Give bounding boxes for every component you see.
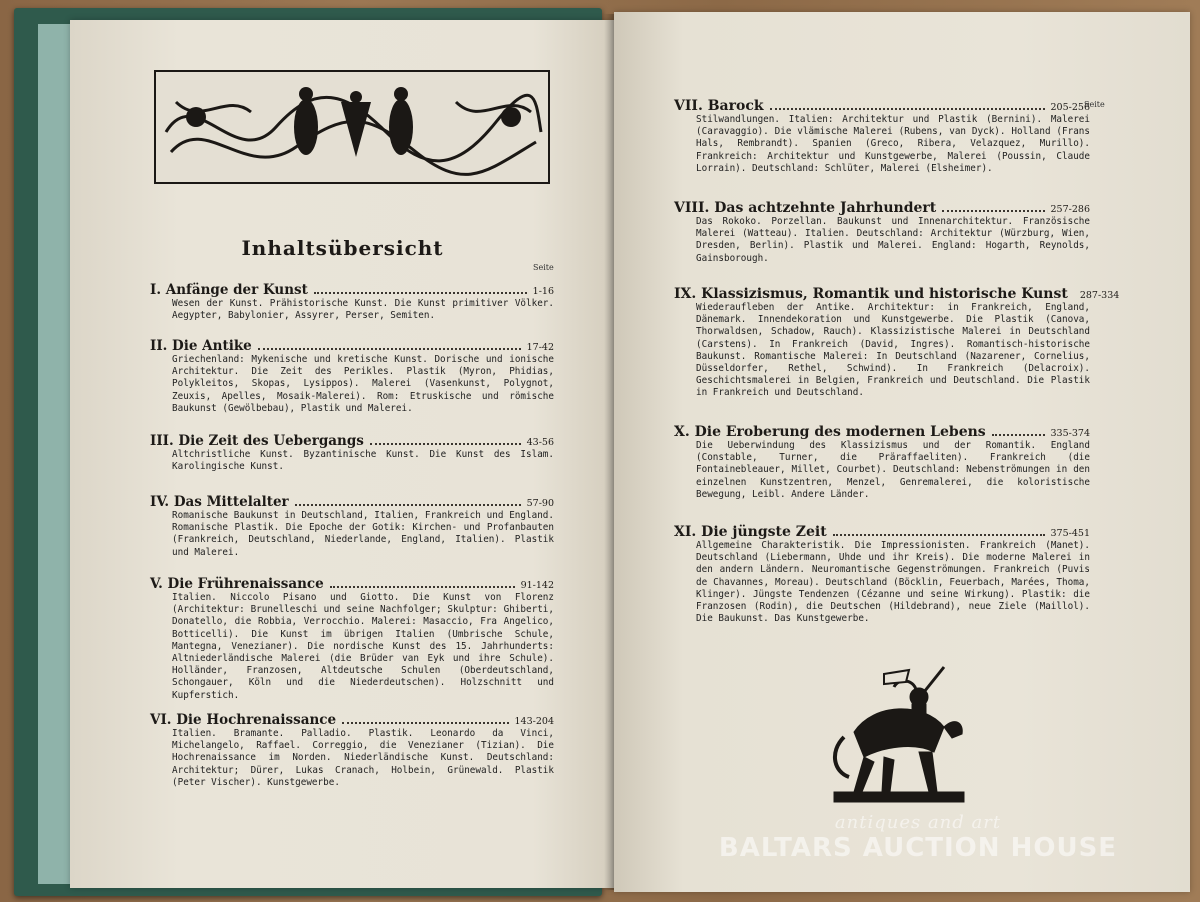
watermark-brand: BALTARS AUCTION HOUSE	[718, 833, 1118, 863]
page-range: 375-451	[1050, 528, 1090, 539]
page-range: 17-42	[526, 342, 554, 353]
page-range: 57-90	[526, 498, 554, 509]
entry-title: Barock	[707, 98, 764, 114]
entry-description: Die Ueberwindung des Klassizismus und der Romantik. England (Constable, Turner, die Präraffaeliten). Frankreich (die Fontainebleauer, Millet, Courbet). Deutschland: Nebenströmungen in den einzelnen Kunstzentren, Menzel, Genremalerei, die koloristische Bewegung, Leibl. Andere Länder.	[696, 440, 1090, 500]
griffin-woodcut-vignette	[824, 662, 974, 807]
page-range: 143-204	[514, 716, 554, 727]
entry-description: Romanische Baukunst in Deutschland, Italien, Frankreich und England. Romanische Plastik. Die Epoche der Gotik: Kirchen- und Profanbauten (Frankreich, Deutschland, Niederlande, England, Italien). Plastik und Malerei.	[172, 510, 554, 558]
left-page	[70, 20, 615, 888]
entry-title: Das Mittelalter	[173, 494, 289, 510]
entry-description: Das Rokoko. Porzellan. Baukunst und Innenarchitektur. Französische Malerei (Watteau). Italien. Deutschland: Architektur (Würzburg, Wien, Dresden, Berlin). Plastik und Malerei. England: Hogarth, Reynolds, Gainsborough.	[696, 216, 1090, 264]
entry-title: Das achtzehnte Jahrhundert	[714, 200, 937, 216]
page-range: 91-142	[520, 580, 554, 591]
entry-description: Italien. Niccolo Pisano und Giotto. Die Kunst von Florenz (Architektur: Brunelleschi und seine Nachfolger; Skulptur: Ghiberti, Donatello, die Robbia, Verrocchio. Malerei: Masaccio, Fra Angelico, Botticelli). Die Kunst im übrigen Italien (Umbrische Schule, Mantegna, Venezianer). Die nordische Kunst des 15. Jahrhunderts: Altniederländische Malerei (die Brüder van Eyk und ihre Schule). Holländer, Franzosen, Altdeutsche Schulen (Oberdeutschland, Schongauer, Köln und die Niederdeutschen). Holzschnitt und Kupferstich.	[172, 592, 554, 701]
toc-entry-7: VII. Barock 205-256 Stilwandlungen. Italien: Architektur und Plastik (Bernini). Malerei (Caravaggio). Die vlämische Malerei (Rubens, van Dyck). Holland (Frans Hals, Rembrandt). Spanien (Greco, Ribera, Velazquez, Murillo). Frankreich: Architektur und Kunstgewerbe, Malerei (Poussin, Claude Lorrain). Deutschland: Schlüter, Malerei (Elsheimer).	[674, 98, 1090, 174]
toc-entry-5: V. Die Frührenaissance 91-142 Italien. Niccolo Pisano und Giotto. Die Kunst von Florenz (Architektur: Brunelleschi und seine Nachfolger; Skulptur: Ghiberti, Donatello, die Robbia, Verrocchio. Malerei: Masaccio, Fra Angelico, Botticelli). Die Kunst im übrigen Italien (Umbrische Schule, Mantegna, Venezianer). Die nordische Kunst des 15. Jahrhunderts: Altniederländische Malerei (die Brüder van Eyk und ihre Schule). Holländer, Franzosen, Altdeutsche Schulen (Oberdeutschland, Schongauer, Köln und die Niederdeutschen). Holzschnitt und Kupferstich.	[150, 576, 554, 701]
entry-title: Die jüngste Zeit	[701, 524, 827, 540]
entry-title: Die Hochrenaissance	[176, 712, 337, 728]
toc-entry-8: VIII. Das achtzehnte Jahrhundert 257-286 Das Rokoko. Porzellan. Baukunst und Innenarchitektur. Französische Malerei (Watteau). Italien. Deutschland: Architektur (Würzburg, Wien, Dresden, Berlin). Plastik und Malerei. England: Hogarth, Reynolds, Gainsborough.	[674, 200, 1090, 264]
ornamental-woodcut-banner	[154, 70, 550, 184]
page-range: 205-256	[1050, 102, 1090, 113]
toc-entry-11: XI. Die jüngste Zeit 375-451 Allgemeine Charakteristik. Die Impressionisten. Frankreich (Manet). Deutschland (Liebermann, Uhde und ihr Kreis). Die moderne Malerei in den andern Ländern. Neuromantische Gegenströmungen. Frankreich (Puvis de Chavannes, Moreau). Deutschland (Böcklin, Feuerbach, Marées, Thoma, Klinger). Jüngste Tendenzen (Cézanne und seine Wirkung). Plastik: die Franzosen (Rodin), die Deutschen (Hildebrand), neue Ziele (Maillol). Die Baukunst. Das Kunstgewerbe.	[674, 524, 1090, 625]
entry-title: Die Antike	[172, 338, 252, 354]
entry-title: Klassizismus, Romantik und historische Kunst	[701, 286, 1068, 302]
watermark-tagline: antiques and art	[834, 812, 1002, 833]
page-title: Inhaltsübersicht	[241, 236, 444, 260]
page-range: 287-334	[1079, 290, 1120, 301]
entry-description: Wiederaufleben der Antike. Architektur: in Frankreich, England, Dänemark. Innendekoration und Kunstgewerbe. Die Plastik (Canova, Thorwaldsen, Schadow, Rauch). Klassizistische Malerei in Deutschland (Carstens). In Frankreich (David, Ingres). Romantisch-historische Baukunst. Romantische Malerei: In Deutschland (Nazarener, Cornelius, Düsseldorfer, Rethel, Schwind). In Frankreich (Delacroix). Geschichtsmalerei in Belgien, Frankreich und Deutschland. Die Plastik in Frankreich und Deutschland.	[696, 302, 1090, 399]
toc-entry-1: I. Anfänge der Kunst 1-16 Wesen der Kunst. Prähistorische Kunst. Die Kunst primitiver Völker. Aegypter, Babylonier, Assyrer, Perser, Semiten.	[150, 282, 554, 322]
toc-entry-6: VI. Die Hochrenaissance 143-204 Italien. Bramante. Palladio. Plastik. Leonardo da Vinci, Michelangelo, Raffael. Correggio, die Venezianer (Tizian). Die Hochrenaissance im Norden. Niederländische Kunst. Deutschland: Architektur; Dürer, Lukas Cranach, Holbein, Grünewald. Plastik (Peter Vischer). Kunstgewerbe.	[150, 712, 554, 788]
entry-title: Die Zeit des Uebergangs	[178, 433, 364, 449]
entry-title: Anfänge der Kunst	[165, 282, 308, 298]
toc-entry-9: IX. Klassizismus, Romantik und historische Kunst 287-334 Wiederaufleben der Antike. Architektur: in Frankreich, England, Dänemark. Innendekoration und Kunstgewerbe. Die Plastik (Canova, Thorwaldsen, Schadow, Rauch). Klassizistische Malerei in Deutschland (Carstens). In Frankreich (David, Ingres). Romantisch-historische Baukunst. Romantische Malerei: In Deutschland (Nazarener, Cornelius, Düsseldorfer, Rethel, Schwind). In Frankreich (Delacroix). Geschichtsmalerei in Belgien, Frankreich und Deutschland. Die Plastik in Frankreich und Deutschland.	[674, 286, 1120, 399]
page-range: 1-16	[532, 286, 554, 297]
toc-entry-2: II. Die Antike 17-42 Griechenland: Mykenische und kretische Kunst. Dorische und ionische Architektur. Die Zeit des Perikles. Plastik (Myron, Phidias, Polykleitos, Skopas, Lysippos). Malerei (Vasenkunst, Polygnot, Zeuxis, Apelles, Mosaik-Malerei). Rom: Etruskische und römische Baukunst (Gewölbebau), Plastik und Malerei.	[150, 338, 554, 414]
entry-description: Allgemeine Charakteristik. Die Impressionisten. Frankreich (Manet). Deutschland (Liebermann, Uhde und ihr Kreis). Die moderne Malerei in den andern Ländern. Neuromantische Gegenströmungen. Frankreich (Puvis de Chavannes, Moreau). Deutschland (Böcklin, Feuerbach, Marées, Thoma, Klinger). Jüngste Tendenzen (Cézanne und seine Wirkung). Plastik: die Franzosen (Rodin), die Deutschen (Hildebrand), neue Ziele (Maillol). Die Baukunst. Das Kunstgewerbe.	[696, 540, 1090, 625]
toc-entry-3: III. Die Zeit des Uebergangs 43-56 Altchristliche Kunst. Byzantinische Kunst. Die Kunst des Islam. Karolingische Kunst.	[150, 433, 554, 473]
page-range: 257-286	[1050, 204, 1090, 215]
entry-description: Wesen der Kunst. Prähistorische Kunst. Die Kunst primitiver Völker. Aegypter, Babylonier, Assyrer, Perser, Semiten.	[172, 298, 554, 322]
page-range: 335-374	[1050, 428, 1090, 439]
toc-entry-4: IV. Das Mittelalter 57-90 Romanische Baukunst in Deutschland, Italien, Frankreich und England. Romanische Plastik. Die Epoche der Gotik: Kirchen- und Profanbauten (Frankreich, Deutschland, Niederlande, England, Italien). Plastik und Malerei.	[150, 494, 554, 558]
page-range: 43-56	[526, 437, 554, 448]
toc-entry-10: X. Die Eroberung des modernen Lebens 335-374 Die Ueberwindung des Klassizismus und der Romantik. England (Constable, Turner, die Präraffaeliten). Frankreich (die Fontainebleauer, Millet, Courbet). Deutschland: Nebenströmungen in den einzelnen Kunstzentren, Menzel, Genremalerei, die koloristische Bewegung, Leibl. Andere Länder.	[674, 424, 1090, 500]
auction-watermark	[708, 812, 1128, 863]
seite-label: Seite	[533, 263, 554, 272]
entry-description: Griechenland: Mykenische und kretische Kunst. Dorische und ionische Architektur. Die Zeit des Perikles. Plastik (Myron, Phidias, Polykleitos, Skopas, Lysippos). Malerei (Vasenkunst, Polygnot, Zeuxis, Apelles, Mosaik-Malerei). Rom: Etruskische und römische Baukunst (Gewölbebau), Plastik und Malerei.	[172, 354, 554, 414]
seite-label: Seite	[1084, 100, 1105, 109]
entry-title: Die Frührenaissance	[167, 576, 324, 592]
entry-title: Die Eroberung des modernen Lebens	[694, 424, 986, 440]
entry-description: Altchristliche Kunst. Byzantinische Kunst. Die Kunst des Islam. Karolingische Kunst.	[172, 449, 554, 473]
entry-description: Stilwandlungen. Italien: Architektur und Plastik (Bernini). Malerei (Caravaggio). Die vlämische Malerei (Rubens, van Dyck). Holland (Frans Hals, Rembrandt). Spanien (Greco, Ribera, Velazquez, Murillo). Frankreich: Architektur und Kunstgewerbe, Malerei (Poussin, Claude Lorrain). Deutschland: Schlüter, Malerei (Elsheimer).	[696, 114, 1090, 174]
right-page	[614, 12, 1190, 892]
entry-description: Italien. Bramante. Palladio. Plastik. Leonardo da Vinci, Michelangelo, Raffael. Correggio, die Venezianer (Tizian). Die Hochrenaissance im Norden. Niederländische Kunst. Deutschland: Architektur; Dürer, Lukas Cranach, Holbein, Grünewald. Plastik (Peter Vischer). Kunstgewerbe.	[172, 728, 554, 788]
